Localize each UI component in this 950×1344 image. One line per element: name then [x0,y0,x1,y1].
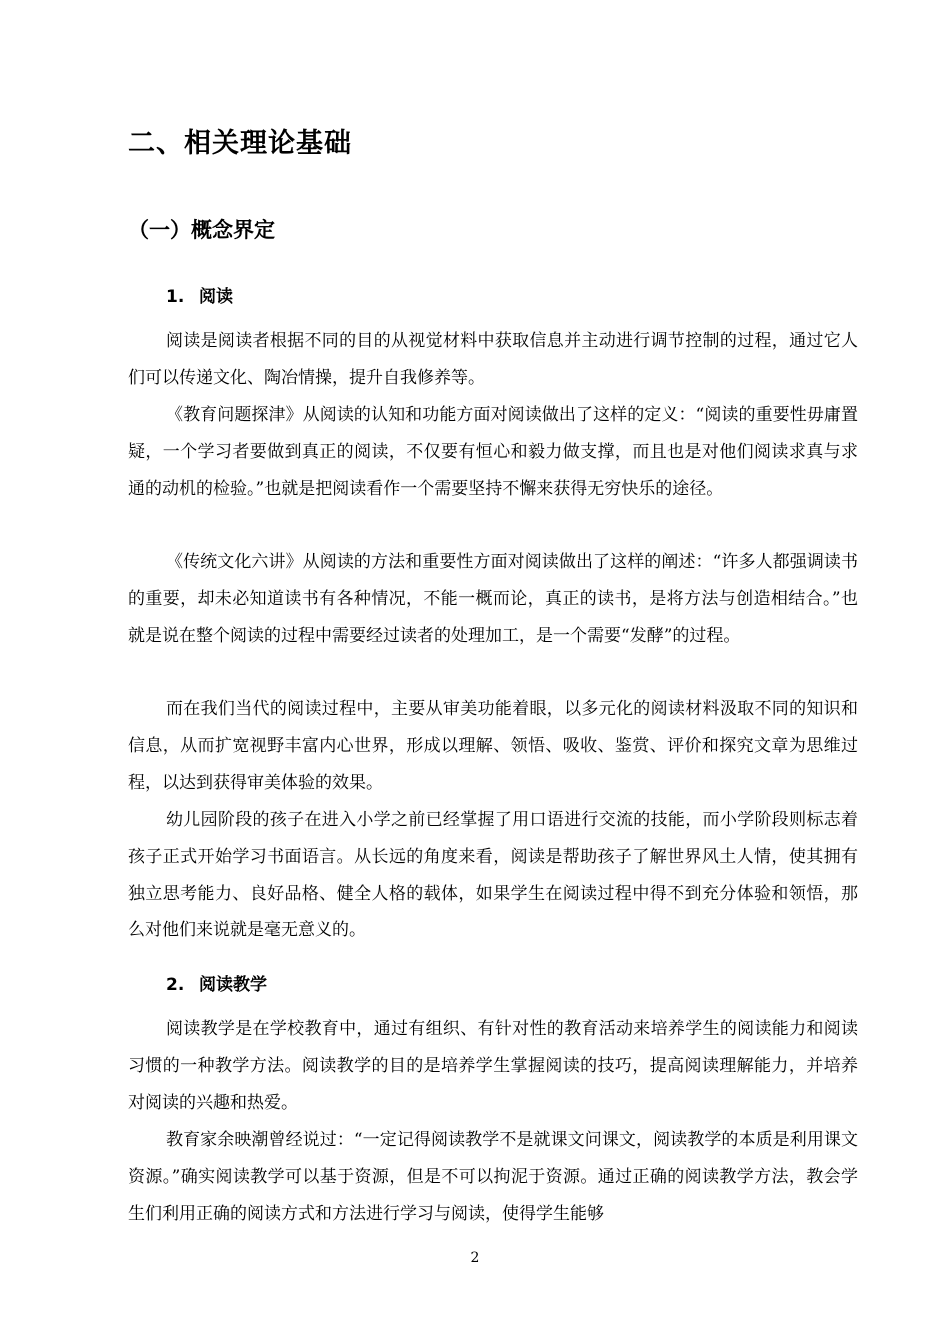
paragraph: 教育家余映潮曾经说过：“一定记得阅读教学不是就课文问课文，阅读教学的本质是利用课文资源。”确实阅读教学可以基于资源，但是不可以拘泥于资源。通过正确的阅读教学方法，教会学生们利用正确的阅读方式和方法进行学习与阅读，使得学生能够 [128,1130,858,1224]
section-title: （一）概念界定 [128,218,275,242]
subsection-number: 2. [166,975,185,995]
paragraph: 阅读是阅读者根据不同的目的从视觉材料中获取信息并主动进行调节控制的过程，通过它人们可以传递文化、陶冶情操，提升自我修养等。 [128,331,858,388]
chapter-title: 二、相关理论基础 [128,128,352,159]
page-number: 2 [470,1250,480,1266]
paragraph: 而在我们当代的阅读过程中，主要从审美功能着眼，以多元化的阅读材料汲取不同的知识和信息，从而扩宽视野丰富内心世界，形成以理解、领悟、吸收、鉴赏、评价和探究文章为思维过程，以达到获得审美体验的效果。 [128,699,858,793]
paragraph: 阅读教学是在学校教育中，通过有组织、有针对性的教育活动来培养学生的阅读能力和阅读习惯的一种教学方法。阅读教学的目的是培养学生掌握阅读的技巧，提高阅读理解能力，并培养对阅读的兴趣和热爱。 [128,1019,858,1113]
subsection-heading-reading [166,282,233,312]
subsection-heading-reading-teaching [166,970,267,1000]
paragraph: 《教育问题探津》从阅读的认知和功能方面对阅读做出了这样的定义：“阅读的重要性毋庸置疑，一个学习者要做到真正的阅读，不仅要有恒心和毅力做支撑，而且也是对他们阅读求真与求通的动机的检验。”也就是把阅读看作一个需要坚持不懈来获得无穷快乐的途径。 [128,405,858,499]
subsection-number: 1. [166,287,185,307]
subsection-title: 阅读 [199,287,233,307]
subsection-title: 阅读教学 [199,975,267,995]
paragraph: 幼儿园阶段的孩子在进入小学之前已经掌握了用口语进行交流的技能，而小学阶段则标志着孩子正式开始学习书面语言。从长远的角度来看，阅读是帮助孩子了解世界风土人情，使其拥有独立思考能力、良好品格、健全人格的载体，如果学生在阅读过程中得不到充分体验和领悟，那么对他们来说就是毫无意义的。 [128,810,858,941]
paragraph: 《传统文化六讲》从阅读的方法和重要性方面对阅读做出了这样的阐述：“许多人都强调读书的重要，却未必知道读书有各种情况，不能一概而论，真正的读书，是将方法与创造相结合。”也就是说在整个阅读的过程中需要经过读者的处理加工，是一个需要“发酵”的过程。 [128,552,858,646]
